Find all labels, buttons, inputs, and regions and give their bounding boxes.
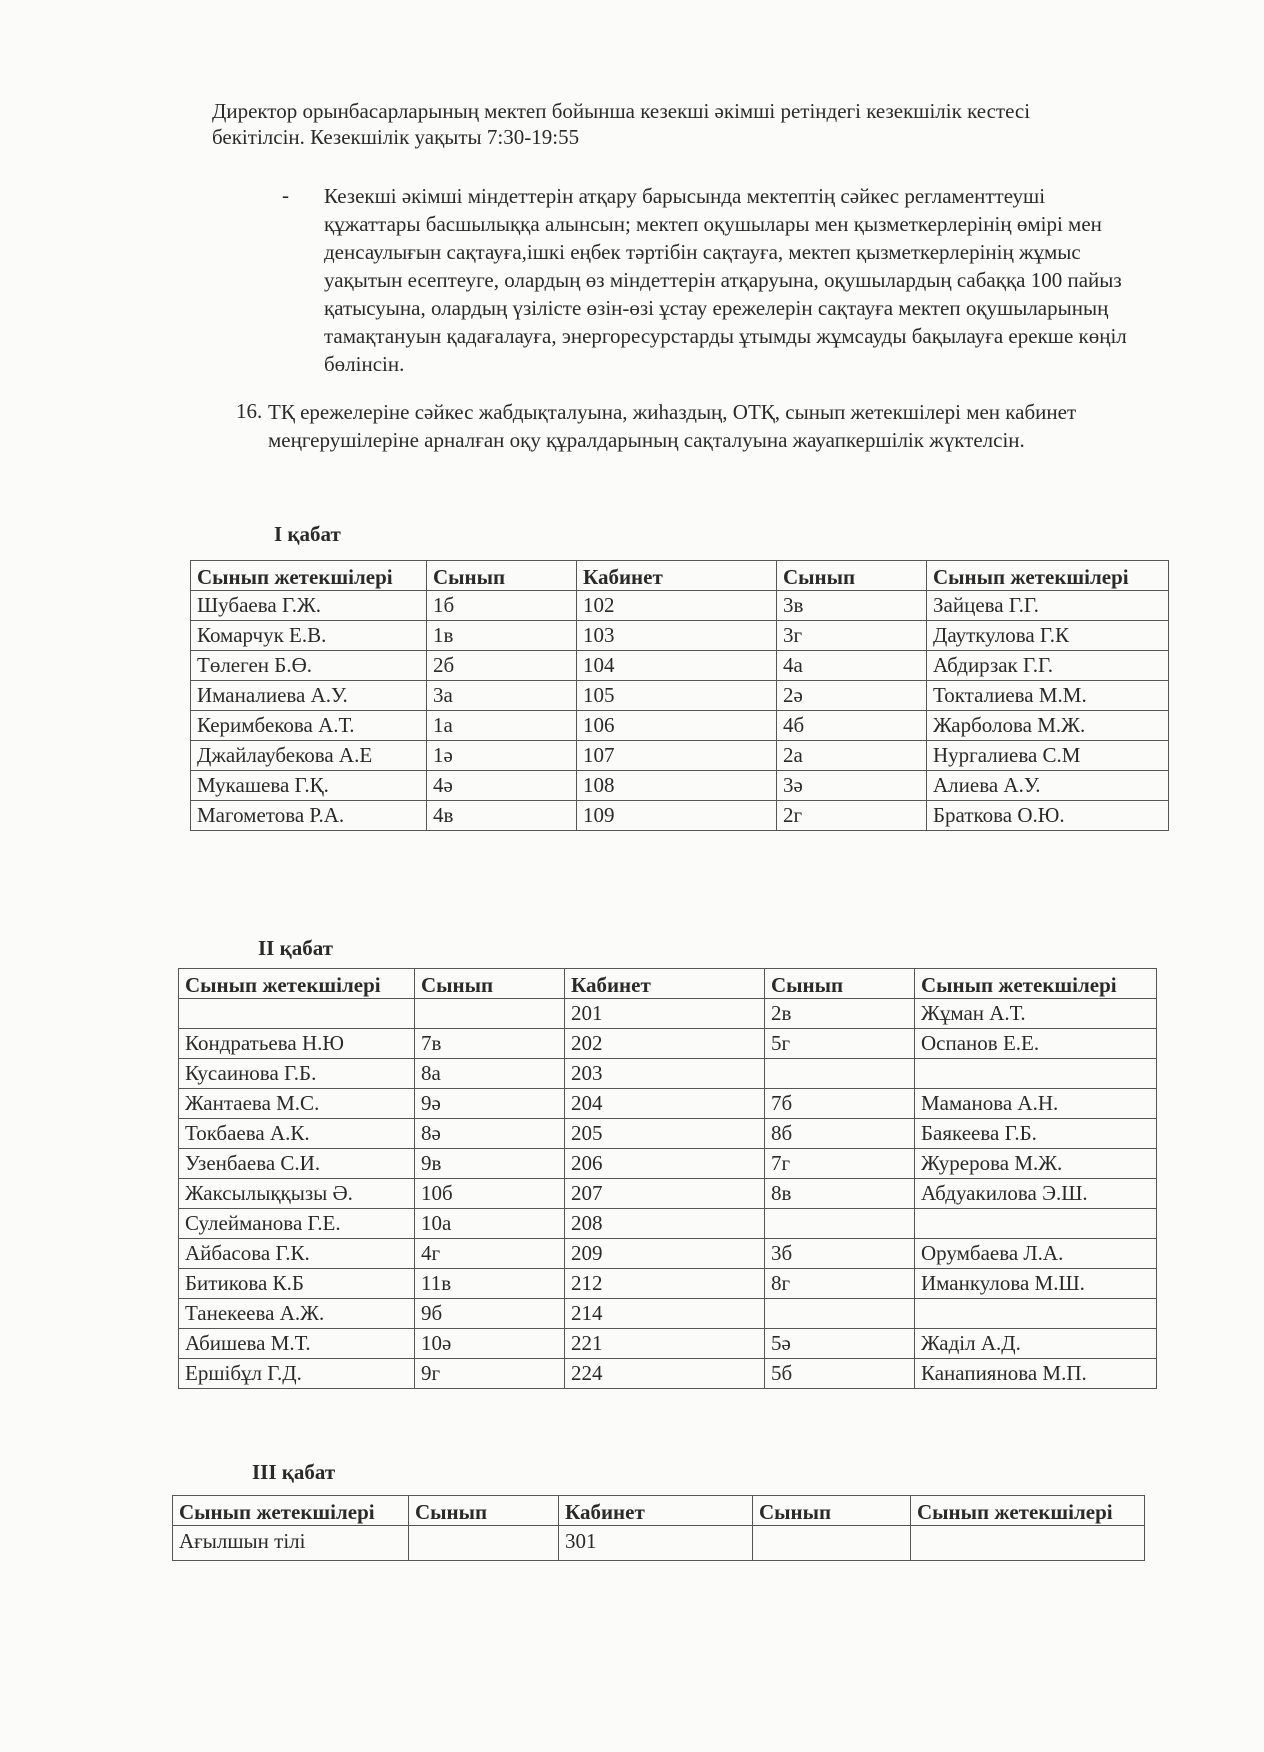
table-cell: 8г — [765, 1269, 915, 1299]
table-row — [179, 1239, 1157, 1269]
header-cell: Сынып — [415, 969, 565, 999]
table-cell: Оспанов Е.Е. — [915, 1029, 1157, 1059]
header-cell: Кабинет — [565, 969, 765, 999]
table-cell: 205 — [565, 1119, 765, 1149]
table-cell: 5г — [765, 1029, 915, 1059]
table-cell: 109 — [577, 801, 777, 831]
table-cell: 4ә — [427, 771, 577, 801]
table-row — [179, 1089, 1157, 1119]
table-cell: Зайцева Г.Г. — [927, 591, 1169, 621]
table-row — [179, 1359, 1157, 1389]
table-cell — [915, 1299, 1157, 1329]
table-cell: 202 — [565, 1029, 765, 1059]
table-cell: 209 — [565, 1239, 765, 1269]
header-cell: Сынып жетекшілері — [915, 969, 1157, 999]
table-cell: 102 — [577, 591, 777, 621]
table-cell: 8а — [415, 1059, 565, 1089]
table-cell: 10а — [415, 1209, 565, 1239]
table-cell — [765, 1209, 915, 1239]
floor-1-title: І қабат — [274, 522, 341, 546]
table-cell: Комарчук Е.В. — [191, 621, 427, 651]
table-cell: 104 — [577, 651, 777, 681]
table-row — [191, 621, 1169, 651]
table-cell: Токбаева А.К. — [179, 1119, 415, 1149]
table-cell: 5ә — [765, 1329, 915, 1359]
table-cell: 7г — [765, 1149, 915, 1179]
table-row — [179, 1179, 1157, 1209]
table-cell: Узенбаева С.И. — [179, 1149, 415, 1179]
table-cell: Ершібұл Г.Д. — [179, 1359, 415, 1389]
table-cell: 1б — [427, 591, 577, 621]
table-cell: Битикова К.Б — [179, 1269, 415, 1299]
table-cell: 4а — [777, 651, 927, 681]
table-row — [191, 591, 1169, 621]
table-cell: 207 — [565, 1179, 765, 1209]
floor-3-title: ІІІ қабат — [252, 1460, 336, 1484]
floor-2-title: ІІ қабат — [258, 936, 333, 960]
table-cell: 107 — [577, 741, 777, 771]
table-cell: 8в — [765, 1179, 915, 1209]
table-row — [191, 741, 1169, 771]
table-cell: Жаділ А.Д. — [915, 1329, 1157, 1359]
table-cell: 206 — [565, 1149, 765, 1179]
item-number: 16. — [236, 399, 263, 423]
table-cell: Джайлаубекова А.Е — [191, 741, 427, 771]
header-cell: Сынып — [765, 969, 915, 999]
table-row — [173, 1526, 1145, 1561]
header-cell: Сынып жетекшілері — [927, 561, 1169, 591]
table-cell: 9в — [415, 1149, 565, 1179]
header-cell: Сынып — [777, 561, 927, 591]
table-cell: Нургалиева С.М — [927, 741, 1169, 771]
table-cell: 204 — [565, 1089, 765, 1119]
table-cell: 9б — [415, 1299, 565, 1329]
table-cell: 3в — [777, 591, 927, 621]
table-cell: 11в — [415, 1269, 565, 1299]
table-cell: Канапиянова М.П. — [915, 1359, 1157, 1389]
bullet-paragraph — [282, 182, 1142, 378]
table-row — [191, 651, 1169, 681]
table-cell: 208 — [565, 1209, 765, 1239]
table-cell: 7в — [415, 1029, 565, 1059]
table-header-row — [191, 561, 1169, 591]
table-cell: Абдуакилова Э.Ш. — [915, 1179, 1157, 1209]
header-cell: Сынып — [427, 561, 577, 591]
table-cell — [753, 1526, 911, 1561]
table-cell — [409, 1526, 559, 1561]
table-cell: 224 — [565, 1359, 765, 1389]
table-cell: 214 — [565, 1299, 765, 1329]
table-cell: 2г — [777, 801, 927, 831]
table-cell: 3ә — [777, 771, 927, 801]
table-cell: 7б — [765, 1089, 915, 1119]
table-row — [179, 999, 1157, 1029]
table-cell: 2в — [765, 999, 915, 1029]
table-cell: 1ә — [427, 741, 577, 771]
table-cell: 9г — [415, 1359, 565, 1389]
table-row — [191, 801, 1169, 831]
table-cell: Айбасова Г.К. — [179, 1239, 415, 1269]
table-row — [179, 1149, 1157, 1179]
table-cell: 106 — [577, 711, 777, 741]
table-cell — [765, 1059, 915, 1089]
table-cell: Токталиева М.М. — [927, 681, 1169, 711]
table-cell — [765, 1299, 915, 1329]
floor-2-table — [178, 968, 1157, 1389]
table-cell — [915, 1209, 1157, 1239]
table-cell: 3г — [777, 621, 927, 651]
table-cell: 201 — [565, 999, 765, 1029]
header-cell: Кабинет — [559, 1496, 753, 1526]
header-cell: Сынып жетекшілері — [179, 969, 415, 999]
table-cell: 203 — [565, 1059, 765, 1089]
table-cell: 10ә — [415, 1329, 565, 1359]
table-cell: Браткова О.Ю. — [927, 801, 1169, 831]
table-cell: Иманкулова М.Ш. — [915, 1269, 1157, 1299]
header-cell: Сынып жетекшілері — [191, 561, 427, 591]
table-cell — [915, 1059, 1157, 1089]
table-cell: 4в — [427, 801, 577, 831]
table-header-row — [173, 1496, 1145, 1526]
table-cell: 5б — [765, 1359, 915, 1389]
table-cell: 8б — [765, 1119, 915, 1149]
item-16-paragraph — [236, 398, 1136, 454]
table-cell: 10б — [415, 1179, 565, 1209]
table-cell: 9ә — [415, 1089, 565, 1119]
header-cell: Сынып жетекшілері — [911, 1496, 1145, 1526]
table-cell: 2а — [777, 741, 927, 771]
table-cell: 212 — [565, 1269, 765, 1299]
table-cell: 108 — [577, 771, 777, 801]
bullet-marker: - — [282, 183, 289, 207]
table-row — [179, 1329, 1157, 1359]
table-cell: Шубаева Г.Ж. — [191, 591, 427, 621]
table-cell — [415, 999, 565, 1029]
table-cell: Төлеген Б.Ө. — [191, 651, 427, 681]
table-row — [179, 1119, 1157, 1149]
table-cell: 2ә — [777, 681, 927, 711]
table-cell: 3а — [427, 681, 577, 711]
table-cell: 2б — [427, 651, 577, 681]
table-row — [179, 1209, 1157, 1239]
table-cell: 301 — [559, 1526, 753, 1561]
table-cell: 1в — [427, 621, 577, 651]
table-cell: Жаксылыққызы Ә. — [179, 1179, 415, 1209]
table-cell: 105 — [577, 681, 777, 711]
table-cell: Абишева М.Т. — [179, 1329, 415, 1359]
table-row — [179, 1059, 1157, 1089]
table-cell: Орумбаева Л.А. — [915, 1239, 1157, 1269]
table-cell: Журерова М.Ж. — [915, 1149, 1157, 1179]
header-cell: Сынып — [409, 1496, 559, 1526]
table-cell: 4г — [415, 1239, 565, 1269]
table-cell: Жұман А.Т. — [915, 999, 1157, 1029]
header-cell: Кабинет — [577, 561, 777, 591]
table-cell — [911, 1526, 1145, 1561]
intro-paragraph: Директор орынбасарларының мектеп бойынша кезекші әкімші ретіндегі кезекшілік кестесі бекітілсін. Кезекшілік уақыты 7:30-19:55 — [212, 99, 1031, 149]
floor-1-table — [190, 560, 1169, 831]
table-cell: 4б — [777, 711, 927, 741]
table-cell — [179, 999, 415, 1029]
table-cell: Сулейманова Г.Е. — [179, 1209, 415, 1239]
table-cell: Танекеева А.Ж. — [179, 1299, 415, 1329]
table-cell: Жарболова М.Ж. — [927, 711, 1169, 741]
table-cell: 221 — [565, 1329, 765, 1359]
header-cell: Сынып — [753, 1496, 911, 1526]
table-cell: Мукашева Г.Қ. — [191, 771, 427, 801]
table-cell: 8ә — [415, 1119, 565, 1149]
table-row — [179, 1299, 1157, 1329]
table-cell: 103 — [577, 621, 777, 651]
table-cell: Иманалиева А.У. — [191, 681, 427, 711]
table-cell: Керимбекова А.Т. — [191, 711, 427, 741]
table-row — [179, 1029, 1157, 1059]
table-cell: Абдирзак Г.Г. — [927, 651, 1169, 681]
table-cell: Алиева А.У. — [927, 771, 1169, 801]
table-row — [179, 1269, 1157, 1299]
table-cell: Кусаинова Г.Б. — [179, 1059, 415, 1089]
table-cell: Ағылшын тілі — [173, 1526, 409, 1561]
table-cell: Магометова Р.А. — [191, 801, 427, 831]
table-row — [191, 771, 1169, 801]
table-cell: 1а — [427, 711, 577, 741]
table-cell: 3б — [765, 1239, 915, 1269]
table-cell: Кондратьева Н.Ю — [179, 1029, 415, 1059]
table-cell: Дауткулова Г.К — [927, 621, 1169, 651]
table-cell: Жантаева М.С. — [179, 1089, 415, 1119]
header-cell: Сынып жетекшілері — [173, 1496, 409, 1526]
table-cell: Баякеева Г.Б. — [915, 1119, 1157, 1149]
table-row — [191, 711, 1169, 741]
bullet-text: Кезекші әкімші міндеттерін атқару барысында мектептің сәйкес регламенттеуші құжаттары басшылыққа алынсын; мектеп оқушылары мен қызметкерлерінің өмірі мен денсаулығын сақтауға,ішкі еңбек тәртібін сақтауға, мектеп қызметкерлерінің жұмыс уақытын есептеуге, олардың өз міндеттерін атқаруына, оқушылардың сабаққа 100 пайыз қатысуына, олардың үзілісте өзін-өзі ұстау ережелерін сақтауға мектеп оқушыларының тамақтануын қадағалауға, энергоресурстарды ұтымды жұмсауды бақылауға ерекше көңіл бөлінсін. — [324, 184, 1127, 376]
item-text: ТҚ ережелеріне сәйкес жабдықталуына, жиһаздың, ОТҚ, сынып жетекшілері мен кабинет меңгерушілеріне арналған оқу құралдарының сақталуына жауапкершілік жүктелсін. — [268, 400, 1077, 452]
table-cell: Маманова А.Н. — [915, 1089, 1157, 1119]
table-row — [191, 681, 1169, 711]
floor-3-table — [172, 1495, 1145, 1561]
table-header-row — [179, 969, 1157, 999]
